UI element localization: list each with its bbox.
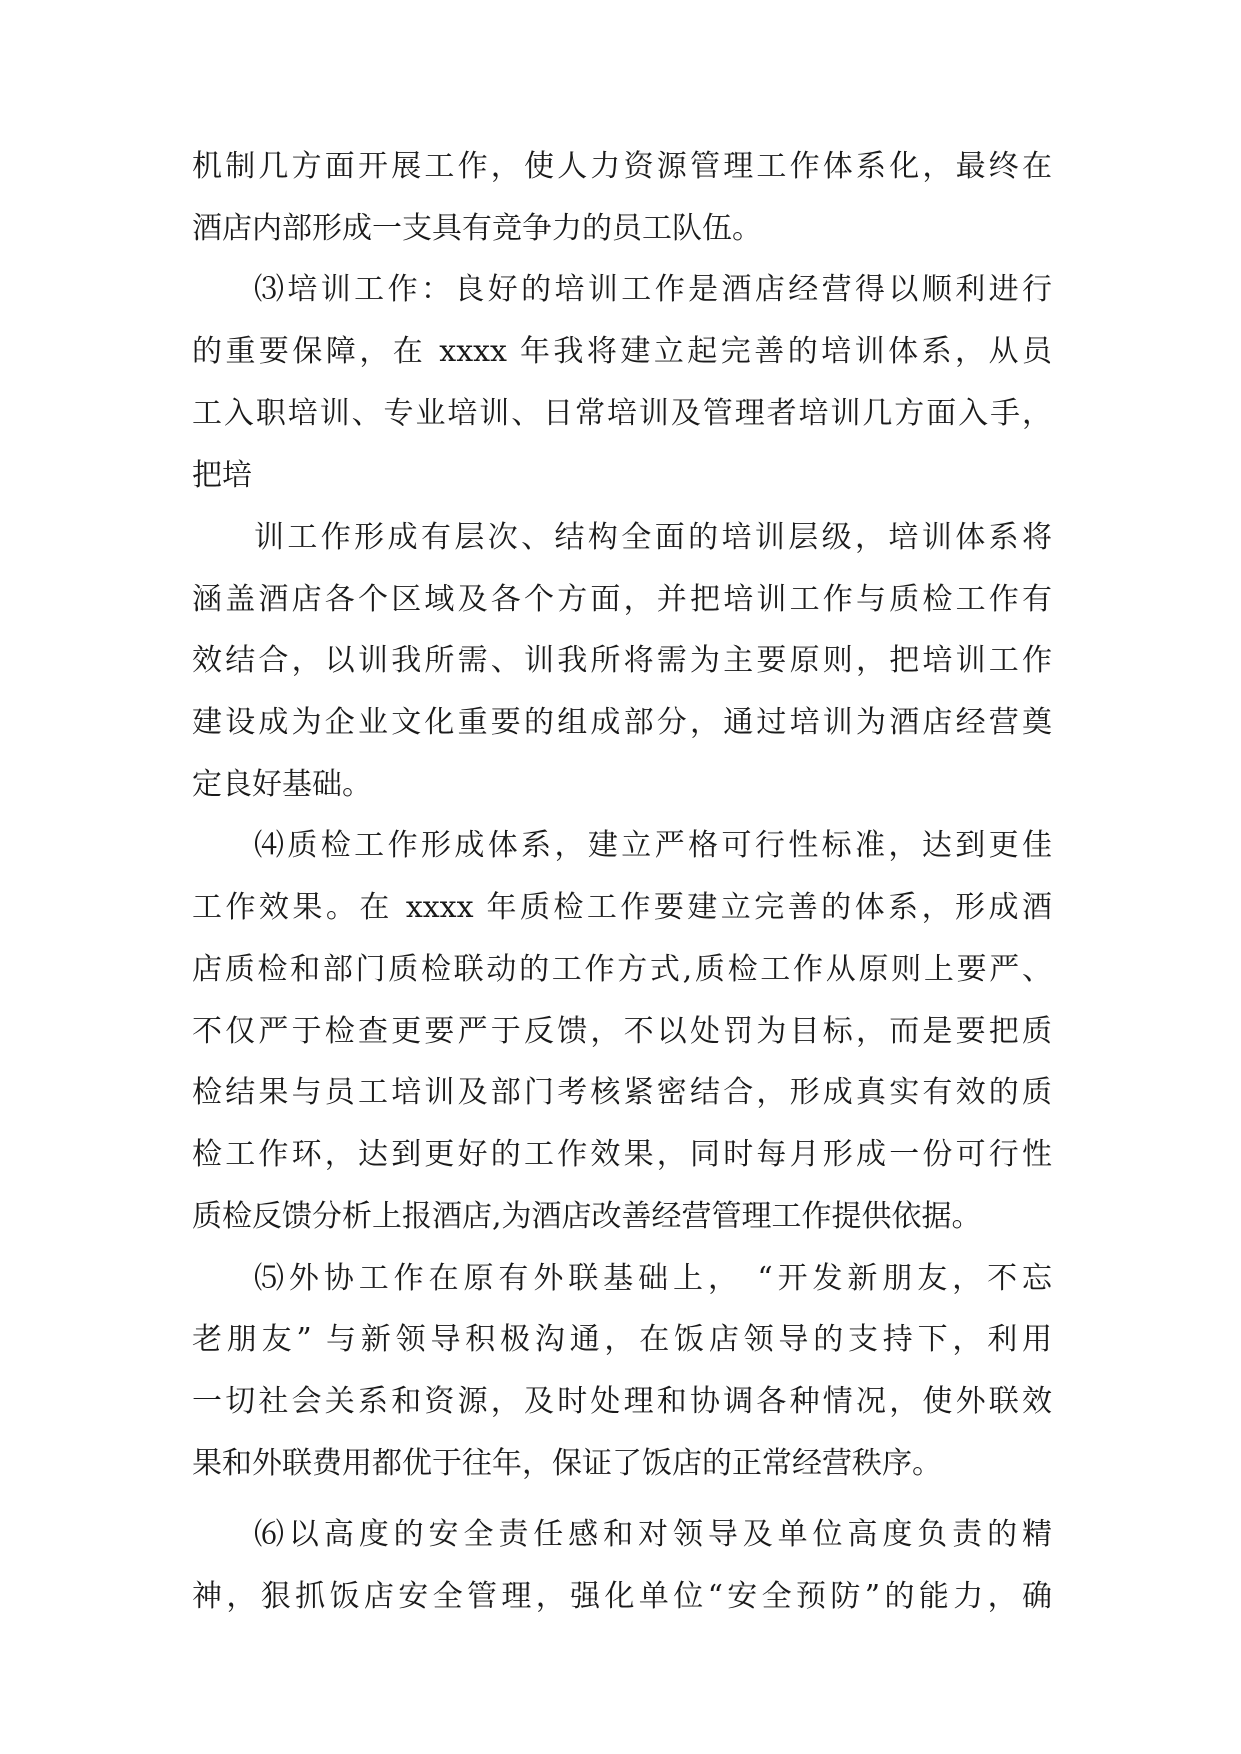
text-line: 定良好基础。 <box>192 767 372 802</box>
text-line: 工入职培训、专业培训、日常培训及管理者培训几方面入手， <box>192 396 1052 431</box>
text-line: 把培 <box>192 458 252 493</box>
text-line: 的重要保障，在 xxxx 年我将建立起完善的培训体系，从员 <box>192 334 1052 369</box>
text-line: 果和外联费用都优于往年，保证了饭店的正常经营秩序。 <box>192 1446 942 1481</box>
text-line: 建设成为企业文化重要的组成部分，通过培训为酒店经营奠 <box>192 705 1052 740</box>
text-line: 涵盖酒店各个区域及各个方面，并把培训工作与质检工作有 <box>192 582 1052 617</box>
text-line: 不仅严于检查更要严于反馈，不以处罚为目标，而是要把质 <box>192 1014 1052 1049</box>
text-line: 检结果与员工培训及部门考核紧密结合，形成真实有效的质 <box>192 1075 1052 1110</box>
text-line: 训工作形成有层次、结构全面的培训层级，培训体系将 <box>254 520 1052 555</box>
text-line: 店质检和部门质检联动的工作方式,质检工作从原则上要严、 <box>192 952 1052 987</box>
text-line: ⑸外协工作在原有外联基础上， “开发新朋友，不忘 <box>254 1261 1052 1296</box>
text-line: 老朋友” 与新领导积极沟通，在饭店领导的支持下，利用 <box>192 1322 1052 1357</box>
text-line: 效结合，以训我所需、训我所将需为主要原则，把培训工作 <box>192 643 1052 678</box>
text-line: ⑹以高度的安全责任感和对领导及单位高度负责的精 <box>254 1517 1052 1552</box>
text-line: 工作效果。在 xxxx 年质检工作要建立完善的体系，形成酒 <box>192 890 1052 925</box>
text-line: 质检反馈分析上报酒店,为酒店改善经营管理工作提供依据。 <box>192 1199 982 1234</box>
text-line: 神，狠抓饭店安全管理，强化单位“安全预防”的能力，确 <box>192 1579 1052 1614</box>
text-line: 检工作环，达到更好的工作效果，同时每月形成一份可行性 <box>192 1137 1052 1172</box>
text-line: 一切社会关系和资源，及时处理和协调各种情况，使外联效 <box>192 1384 1052 1419</box>
text-line: ⑶培训工作：良好的培训工作是酒店经营得以顺利进行 <box>254 272 1052 307</box>
text-line: ⑷质检工作形成体系，建立严格可行性标准，达到更佳 <box>254 828 1052 863</box>
text-line: 机制几方面开展工作，使人力资源管理工作体系化，最终在 <box>192 149 1052 184</box>
text-line: 酒店内部形成一支具有竞争力的员工队伍。 <box>192 211 762 246</box>
